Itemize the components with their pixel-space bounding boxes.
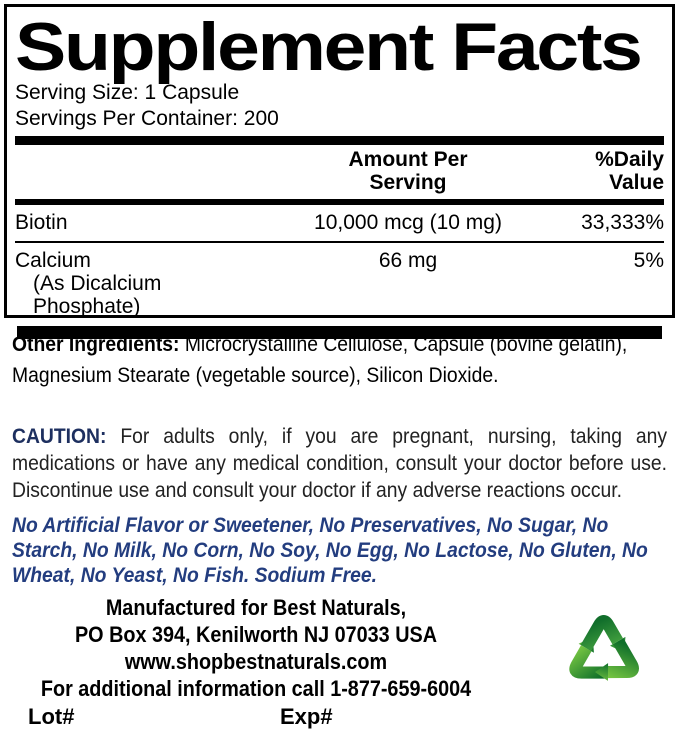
supplement-facts-panel <box>4 4 675 318</box>
manufacturer-line: Manufactured for Best Naturals, <box>105 595 407 620</box>
nutrient-name: Biotin <box>15 211 68 234</box>
facts-header-row <box>15 145 664 199</box>
amount-per-serving-header: Amount Per Serving <box>348 148 468 194</box>
table-row-biotin <box>15 205 664 241</box>
lot-label: Lot# <box>28 704 75 729</box>
claims-text: No Artificial Flavor or Sweetener, No Preservatives, No Sugar, No Starch, No Milk, No Corn, No Soy, No Egg, No Lactose, No Gluten, No Wheat, No Yeast, No Fish. Sodium Free. <box>12 514 648 587</box>
manufacturer-block <box>0 594 512 728</box>
other-ingredients-label: Other Ingredients: <box>12 333 180 356</box>
serving-size: Serving Size: 1 Capsule <box>15 81 240 104</box>
table-row-calcium <box>15 243 664 320</box>
nutrient-name: Calcium <box>15 249 91 272</box>
nutrient-name-group <box>15 249 238 318</box>
claims-section <box>12 513 667 588</box>
recycle-icon <box>542 596 666 708</box>
daily-value-header: %Daily Value <box>595 148 664 194</box>
website-line: www.shopbestnaturals.com <box>124 649 388 674</box>
nutrient-amount: 66 mg <box>378 249 438 272</box>
servings-per-container: Servings Per Container: 200 <box>15 107 279 130</box>
panel-title: Supplement Facts <box>15 9 641 85</box>
caution-section <box>12 423 667 504</box>
caution-text: For adults only, if you are pregnant, nursing, taking any medications or have any medical condition, consult your doctor before use. Discontinue use and consult your doctor if any adverse reactions occur. <box>12 425 668 502</box>
phone-line: For additional information call 1-877-659-6004 <box>40 676 472 701</box>
address-line: PO Box 394, Kenilworth NJ 07033 USA <box>74 622 438 647</box>
other-ingredients-text: Microcrystalline Cellulose, Capsule (bovine gelatin), Magnesium Stearate (vegetable source), Silicon Dioxide. <box>12 333 628 387</box>
nutrient-source: (As Dicalcium Phosphate) <box>33 272 162 318</box>
caution-label: CAUTION: <box>12 425 107 448</box>
divider-thick-top <box>15 136 664 145</box>
nutrient-daily-value: 5% <box>633 249 664 272</box>
nutrient-amount: 10,000 mcg (10 mg) <box>314 211 502 234</box>
other-ingredients-section <box>12 329 667 391</box>
lot-exp-row <box>0 702 512 728</box>
exp-label: Exp# <box>280 704 333 729</box>
nutrient-daily-value: 33,333% <box>581 211 664 234</box>
